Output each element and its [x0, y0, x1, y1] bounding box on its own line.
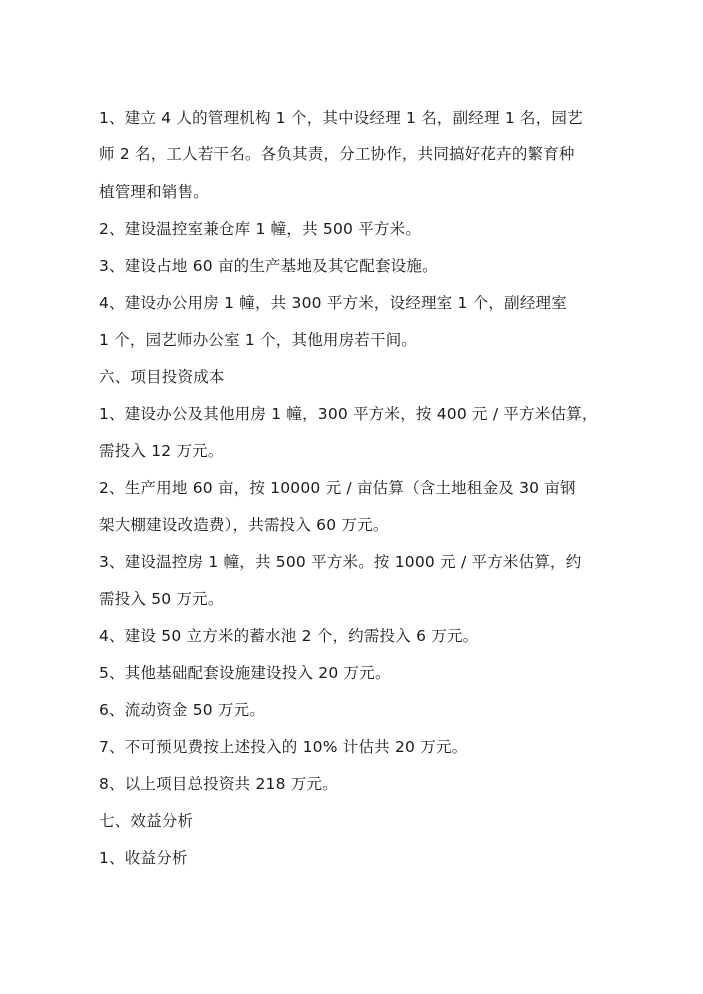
text-line: 6、流动资金 50 万元。 — [99, 701, 266, 719]
text-line: 1、建设办公及其他用房 1 幢，300 平方米，按 400 元 / 平方米估算， — [99, 405, 598, 423]
text-line: 4、建设 50 立方米的蓄水池 2 个，约需投入 6 万元。 — [99, 627, 479, 645]
text-line: 1 个，园艺师办公室 1 个，其他用房若干间。 — [99, 331, 418, 349]
text-line: 3、建设占地 60 亩的生产基地及其它配套设施。 — [99, 257, 438, 275]
text-line: 1、建立 4 人的管理机构 1 个，其中设经理 1 名，副经理 1 名，园艺 — [99, 109, 583, 127]
text-line: 3、建设温控房 1 幢，共 500 平方米。按 1000 元 / 平方米估算，约 — [99, 553, 582, 571]
text-line: 8、以上项目总投资共 218 万元。 — [99, 775, 338, 793]
text-line: 需投入 50 万元。 — [99, 590, 224, 608]
subsection-heading: 1、收益分析 — [99, 849, 188, 867]
section-heading: 七、效益分析 — [99, 812, 194, 830]
text-line: 7、不可预见费按上述投入的 10% 计估共 20 万元。 — [99, 738, 468, 756]
text-line: 架大棚建设改造费），共需投入 60 万元。 — [99, 516, 389, 534]
text-line: 师 2 名，工人若干名。各负其责，分工协作，共同搞好花卉的繁育种 — [99, 145, 575, 163]
text-line: 5、其他基础配套设施建设投入 20 万元。 — [99, 664, 391, 682]
text-line: 2、建设温控室兼仓库 1 幢，共 500 平方米。 — [99, 220, 422, 238]
section-heading: 六、项目投资成本 — [99, 368, 225, 386]
text-line: 4、建设办公用房 1 幢，共 300 平方米，设经理室 1 个，副经理室 — [99, 294, 567, 312]
text-line: 植管理和销售。 — [99, 183, 209, 201]
text-line: 2、生产用地 60 亩，按 10000 元 / 亩估算（含土地租金及 30 亩钢 — [99, 479, 576, 497]
text-line: 需投入 12 万元。 — [99, 442, 224, 460]
